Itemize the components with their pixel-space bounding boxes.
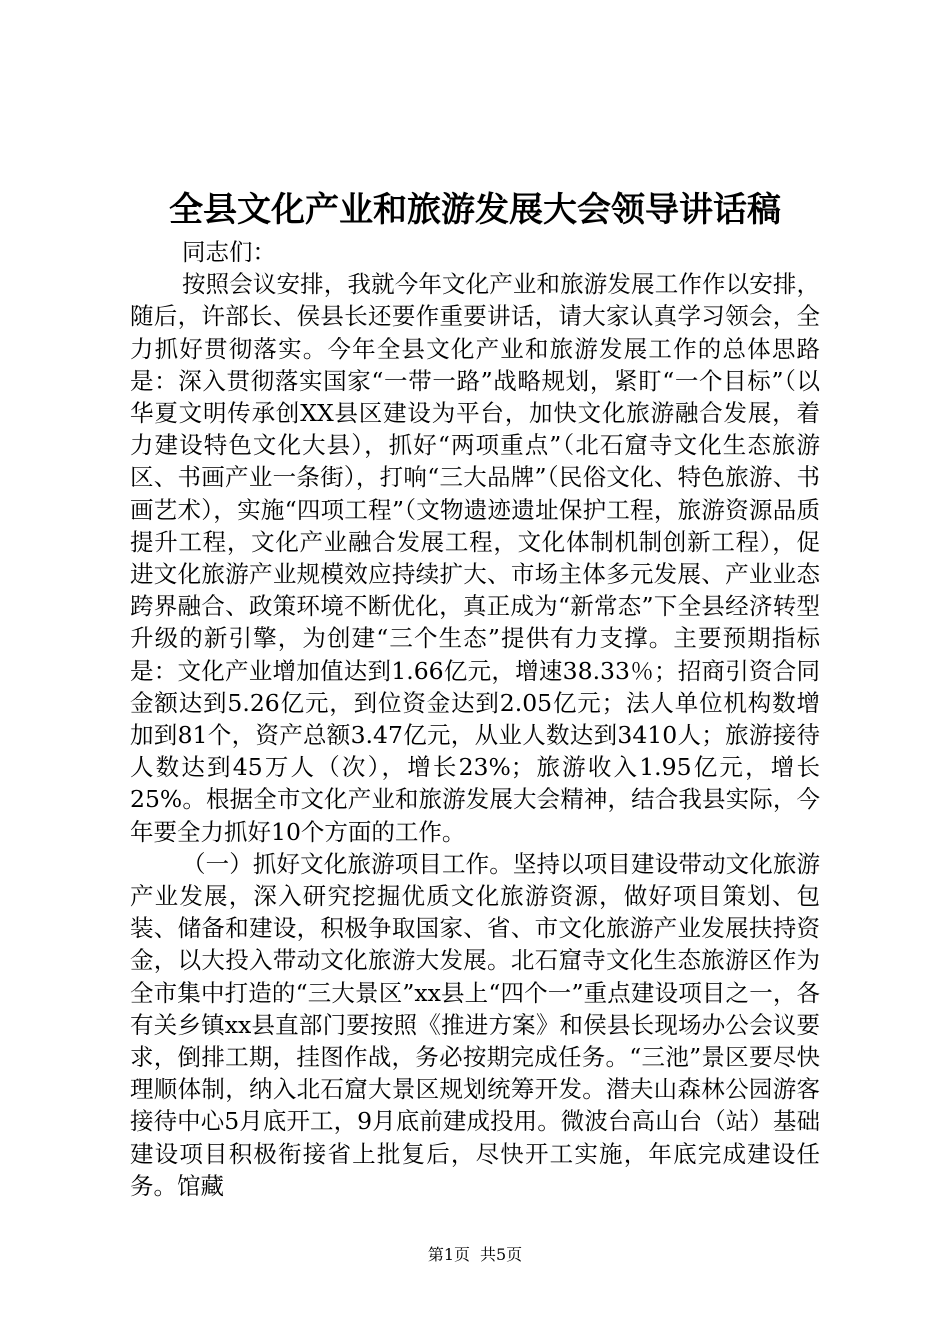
document-body — [130, 236, 820, 1202]
page-total: 共5页 — [480, 1245, 523, 1264]
page-footer — [0, 1244, 950, 1266]
salutation: 同志们： — [182, 238, 276, 266]
document-title: 全县文化产业和旅游发展大会领导讲话稿 — [169, 190, 781, 230]
paragraph-intro: 按照会议安排，我就今年文化产业和旅游发展工作作以安排，随后，许部长、侯县长还要作重要讲话，请大家认真学习领会，全力抓好贯彻落实。今年全县文化产业和旅游发展工作的总体思路是：深入贯彻落实国家“一带一路”战略规划，紧盯“一个目标”（以华夏文明传承创XX县区建设为平台，加快文化旅游融合发展，着力建设特色文化大县），抓好“两项重点”（北石窟寺文化生态旅游区、书画产业一条街），打响“三大品牌”（民俗文化、特色旅游、书画艺术），实施“四项工程”（文物遗迹遗址保护工程，旅游资源品质提升工程，文化产业融合发展工程，文化体制机制创新工程），促进文化旅游产业规模效应持续扩大、市场主体多元发展、产业业态跨界融合、政策环境不断优化，真正成为“新常态”下全县经济转型升级的新引擎，为创建“三个生态”提供有力支撑。主要预期指标是：文化产业增加值达到1.66亿元，增速38.33％；招商引资合同金额达到5.26亿元，到位资金达到2.05亿元；法人单位机构数增加到81个，资产总额3.47亿元，从业人数达到3410人；旅游接待人数达到45万人（次），增长23%；旅游收入1.95亿元，增长25%。根据全市文化产业和旅游发展大会精神，结合我县实际，今年要全力抓好10个方面的工作。 — [130, 270, 820, 846]
paragraph-section-1: （一）抓好文化旅游项目工作。坚持以项目建设带动文化旅游产业发展，深入研究挖掘优质文化旅游资源，做好项目策划、包装、储备和建设，积极争取国家、省、市文化旅游产业发展扶持资金，以大投入带动文化旅游大发展。北石窟寺文化生态旅游区作为全市集中打造的“三大景区”xx县上“四个一”重点建设项目之一，各有关乡镇xx县直部门要按照《推进方案》和侯县长现场办公会议要求，倒排工期，挂图作战，务必按期完成任务。“三池”景区要尽快理顺体制，纳入北石窟大景区规划统筹开发。潜夫山森林公园游客接待中心5月底开工，9月底前建成投用。微波台高山台（站）基础建设项目积极衔接省上批复后，尽快开工实施，年底完成建设任务。馆藏 — [130, 849, 820, 1200]
page-number: 第1页 — [427, 1245, 470, 1264]
